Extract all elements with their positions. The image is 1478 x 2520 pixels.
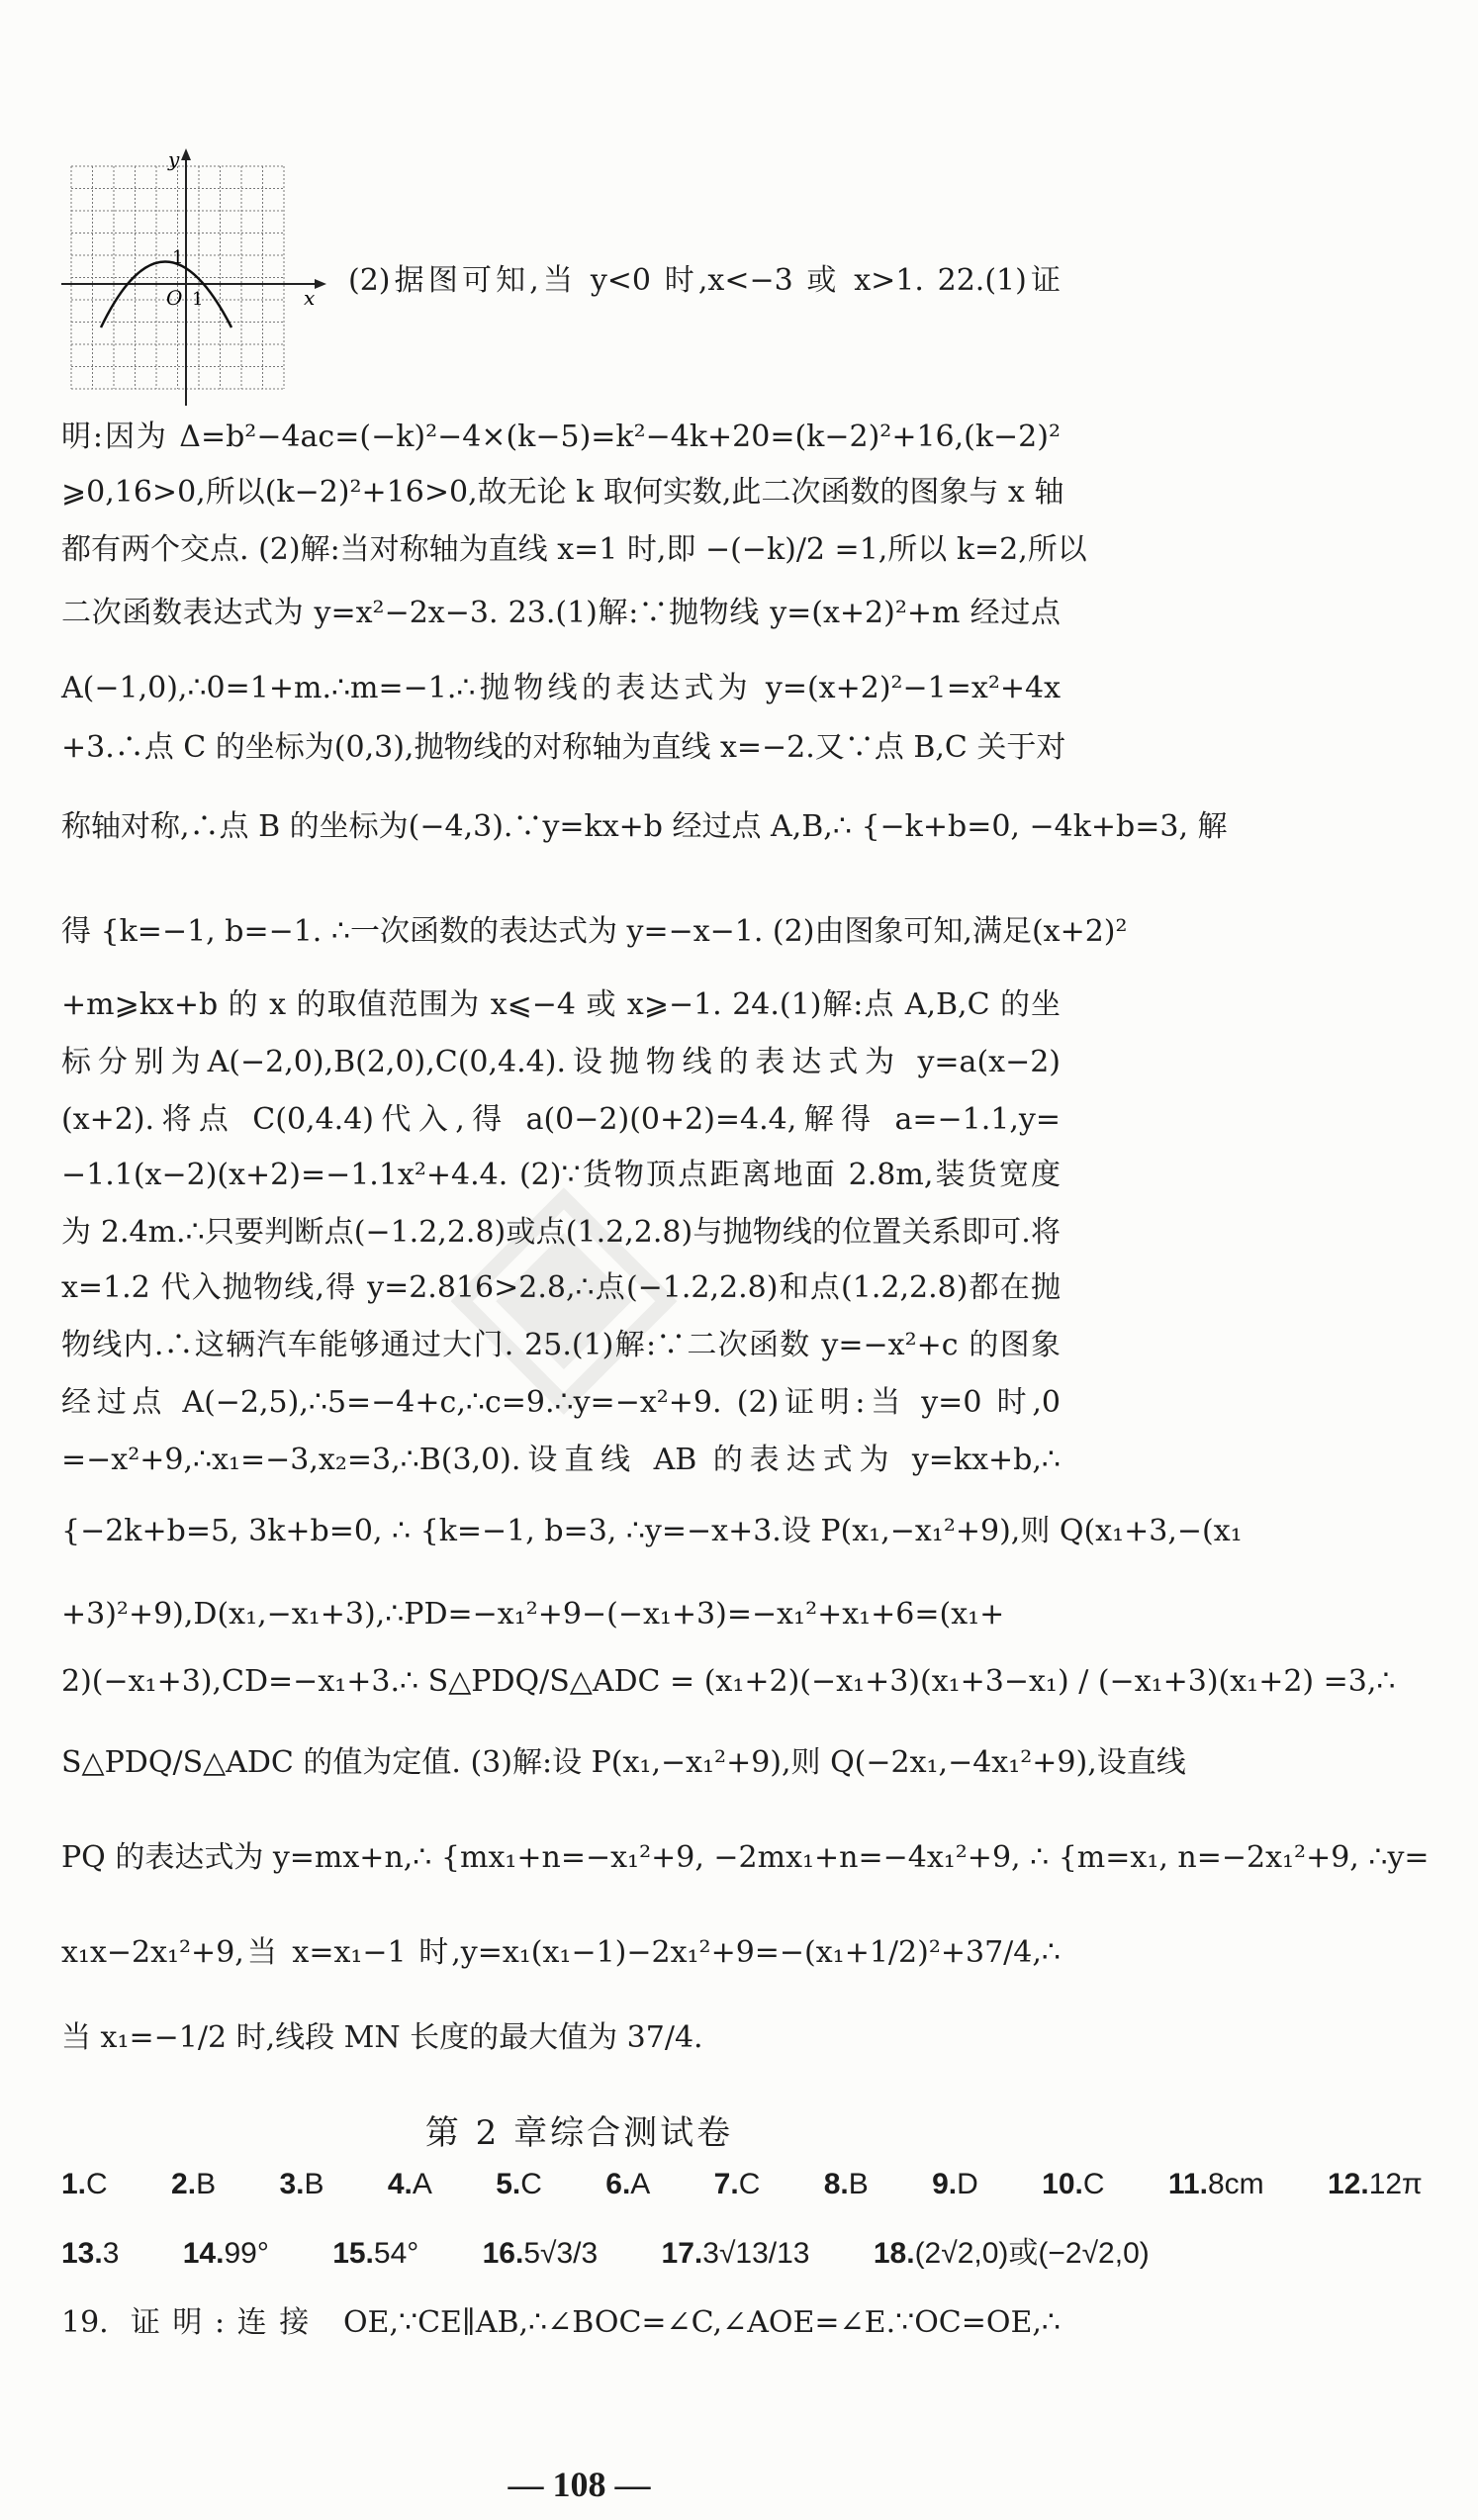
- text-line: −1.1(x−2)(x+2)=−1.1x²+4.4. (2)∵货物顶点距离地面 2.8m,装货宽度: [61, 1158, 1061, 1192]
- text-line: +3.∴点 C 的坐标为(0,3),抛物线的对称轴为直线 x=−2.又∵点 B,C 关于对: [61, 730, 1066, 765]
- text-line: ⩾0,16>0,所以(k−2)²+16>0,故无论 k 取何实数,此二次函数的图象与 x 轴: [61, 475, 1064, 510]
- answer-item: 7.C: [713, 2168, 761, 2200]
- watermark: ◈: [449, 1103, 679, 1448]
- text-line: +3)²+9),D(x₁,−x₁+3),∴PD=−x₁²+9−(−x₁+3)=−x₁²+x₁+6=(x₁+: [61, 1597, 1005, 1632]
- answers-row-1: [61, 2163, 1423, 2206]
- text-line: A(−1,0),∴0=1+m.∴m=−1.∴抛物线的表达式为 y=(x+2)²−1=x²+4x: [61, 671, 1061, 705]
- text-line: 19. 证明:连接 OE,∵CE∥AB,∴∠BOC=∠C,∠AOE=∠E.∵OC=OE,∴: [61, 2305, 1061, 2340]
- parabola-graph: [61, 146, 328, 406]
- answer-item: 11.8cm: [1167, 2168, 1264, 2200]
- answer-item: 13.3: [61, 2237, 120, 2270]
- answers-row-2: [61, 2232, 1150, 2276]
- x-tick-label: 1: [192, 289, 204, 310]
- page-number: — 108 —: [508, 2465, 651, 2504]
- text-line: PQ 的表达式为 y=mx+n,∴ {mx₁+n=−x₁²+9, −2mx₁+n=−4x₁²+9, ∴ {m=x₁, n=−2x₁²+9, ∴y=: [61, 1840, 1430, 1875]
- answer-item: 14.99°: [182, 2237, 269, 2270]
- x-axis-arrow: [315, 279, 326, 289]
- graph-grid: [71, 166, 284, 389]
- text-line: =−x²+9,∴x₁=−3,x₂=3,∴B(3,0).设直线 AB 的表达式为 y=kx+b,∴: [61, 1443, 1061, 1477]
- text-line: 二次函数表达式为 y=x²−2x−3. 23.(1)解:∵抛物线 y=(x+2)²+m 经过点: [61, 596, 1061, 630]
- answer-item: 4.A: [387, 2168, 432, 2200]
- text-line: 都有两个交点. (2)解:当对称轴为直线 x=1 时,即 −(−k)/2 =1,所以 k=2,所以: [61, 532, 1087, 567]
- answer-item: 2.B: [171, 2168, 217, 2200]
- origin-label: O: [166, 286, 183, 310]
- text-line: 物线内.∴这辆汽车能够通过大门. 25.(1)解:∵二次函数 y=−x²+c 的图象: [61, 1328, 1061, 1362]
- x-axis-label: x: [304, 286, 316, 310]
- y-axis-label: y: [168, 147, 180, 171]
- answer-item: 9.D: [932, 2168, 978, 2200]
- answer-item: 5.C: [496, 2168, 542, 2200]
- text-line: (x+2).将点 C(0,4.4)代入,得 a(0−2)(0+2)=4.4,解得 a=−1.1,y=: [61, 1102, 1061, 1137]
- answer-item: 10.C: [1042, 2168, 1105, 2200]
- answer-item: 8.B: [823, 2168, 869, 2200]
- y-tick-label: 1: [172, 247, 184, 268]
- text-line: 明:因为 Δ=b²−4ac=(−k)²−4×(k−5)=k²−4k+20=(k−2)²+16,(k−2)²: [61, 420, 1061, 454]
- answer-item: 6.A: [605, 2168, 651, 2200]
- text-line: +m⩾kx+b 的 x 的取值范围为 x⩽−4 或 x⩾−1. 24.(1)解:点 A,B,C 的坐: [61, 987, 1061, 1022]
- text-line: 经过点 A(−2,5),∴5=−4+c,∴c=9.∴y=−x²+9. (2)证明:当 y=0 时,0: [61, 1385, 1061, 1420]
- answer-item: 18.(2√2,0)或(−2√2,0): [873, 2237, 1150, 2270]
- text-line: 2)(−x₁+3),CD=−x₁+3.∴ S△PDQ/S△ADC = (x₁+2)(−x₁+3)(x₁+3−x₁) / (−x₁+3)(x₁+2) =3,∴: [61, 1664, 1396, 1699]
- answer-item: 17.3√13/13: [661, 2237, 810, 2270]
- text-line: 标分别为A(−2,0),B(2,0),C(0,4.4).设抛物线的表达式为 y=a(x−2): [61, 1045, 1061, 1079]
- section-heading: 第 2 章综合测试卷: [424, 2113, 734, 2153]
- answer-item: 16.5√3/3: [482, 2237, 599, 2270]
- text-line: 得 {k=−1, b=−1. ∴一次函数的表达式为 y=−x−1. (2)由图象可知,满足(x+2)²: [61, 914, 1128, 949]
- text-line: 称轴对称,∴点 B 的坐标为(−4,3).∵y=kx+b 经过点 A,B,∴ {−k+b=0, −4k+b=3, 解: [61, 809, 1228, 844]
- text-line: x₁x−2x₁²+9,当 x=x₁−1 时,y=x₁(x₁−1)−2x₁²+9=−(x₁+1/2)²+37/4,∴: [61, 1935, 1061, 1970]
- text-line: (2)据图可知,当 y<0 时,x<−3 或 x>1. 22.(1)证: [348, 263, 1061, 298]
- text-line: 为 2.4m.∴只要判断点(−1.2,2.8)或点(1.2,2.8)与抛物线的位置关系即可.将: [61, 1215, 1061, 1250]
- text-line: {−2k+b=5, 3k+b=0, ∴ {k=−1, b=3, ∴y=−x+3.设 P(x₁,−x₁²+9),则 Q(x₁+3,−(x₁: [61, 1514, 1243, 1548]
- y-axis-arrow: [181, 148, 191, 160]
- answer-item: 1.C: [61, 2168, 108, 2200]
- text-line: x=1.2 代入抛物线,得 y=2.816>2.8,∴点(−1.2,2.8)和点(1.2,2.8)都在抛: [61, 1270, 1061, 1305]
- answer-item: 15.54°: [332, 2237, 419, 2270]
- answer-item: 3.B: [279, 2168, 324, 2200]
- answer-item: 12.12π: [1327, 2168, 1423, 2200]
- text-line: 当 x₁=−1/2 时,线段 MN 长度的最大值为 37/4.: [61, 2020, 703, 2055]
- text-line: S△PDQ/S△ADC 的值为定值. (3)解:设 P(x₁,−x₁²+9),则 Q(−2x₁,−4x₁²+9),设直线: [61, 1745, 1186, 1780]
